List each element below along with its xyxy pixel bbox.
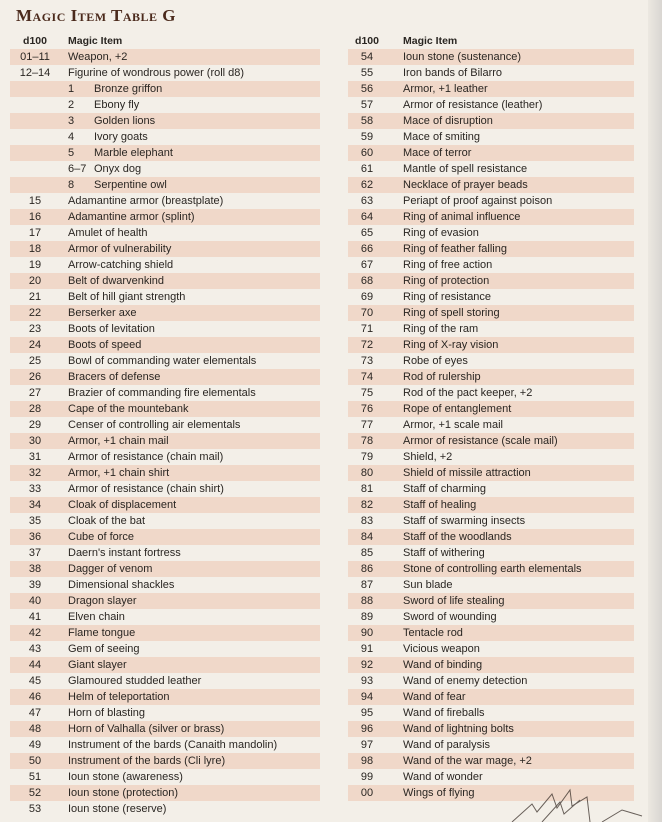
table-row [10,193,320,209]
roll-cell: 85 [360,547,374,559]
table-row [348,241,634,257]
item-cell: Horn of Valhalla (silver or brass) [68,723,225,735]
table-row [348,113,634,129]
roll-cell: 21 [28,291,42,303]
item-cell: Giant slayer [68,659,127,671]
table-row [348,593,634,609]
table-row [10,225,320,241]
roll-cell: 69 [360,291,374,303]
table-row [10,481,320,497]
roll-cell: 46 [28,691,42,703]
table-row [348,705,634,721]
item-cell: Glamoured studded leather [68,675,202,687]
sub-roll-cell: 4 [68,131,75,143]
table-row [10,385,320,401]
table-row [10,689,320,705]
item-cell: Ioun stone (protection) [68,787,179,799]
table-row [348,225,634,241]
table-row [10,785,320,801]
roll-cell: 30 [28,435,42,447]
item-cell: Adamantine armor (splint) [68,211,195,223]
sub-roll-cell: 8 [68,179,75,191]
table-row [348,401,634,417]
table-row [348,465,634,481]
item-cell: Staff of healing [403,499,477,511]
item-cell: Necklace of prayer beads [403,179,528,191]
roll-cell: 47 [28,707,42,719]
item-cell: Mantle of spell resistance [403,163,528,175]
table-row [10,81,320,97]
roll-cell: 25 [28,355,42,367]
table-row [10,241,320,257]
table-row [10,801,320,817]
table-row [348,129,634,145]
roll-cell: 54 [360,51,374,63]
sub-roll-cell: 3 [68,115,75,127]
table-row [348,417,634,433]
item-cell: Ring of feather falling [403,243,507,255]
item-cell: Armor of resistance (scale mail) [403,435,558,447]
table-row [10,673,320,689]
table-row [348,81,634,97]
roll-cell: 72 [360,339,374,351]
roll-cell: 49 [28,739,42,751]
table-row [10,289,320,305]
item-cell: Stone of controlling earth elementals [403,563,582,575]
item-cell: Boots of speed [68,339,142,351]
table-row [10,337,320,353]
roll-cell: 73 [360,355,374,367]
table-row [10,561,320,577]
roll-cell: 58 [360,115,374,127]
roll-cell: 59 [360,131,374,143]
table-row [10,657,320,673]
roll-cell: 94 [360,691,374,703]
table-row [348,673,634,689]
table-row [348,385,634,401]
roll-cell: 37 [28,547,42,559]
item-cell: Dagger of venom [68,563,153,575]
item-cell: Sun blade [403,579,453,591]
item-cell: Instrument of the bards (Cli lyre) [68,755,226,767]
header-roll: d100 [23,34,47,47]
item-cell: Armor of vulnerability [68,243,172,255]
item-cell: Armor, +1 chain mail [68,435,169,447]
header-item: Magic Item [68,34,123,47]
item-cell: Bowl of commanding water elementals [68,355,257,367]
item-cell: Figurine of wondrous power (roll d8) [68,67,245,79]
roll-cell: 71 [360,323,374,335]
item-cell: Wand of binding [403,659,483,671]
table-row [10,145,320,161]
roll-cell: 16 [28,211,42,223]
table-row [348,257,634,273]
item-cell: Onyx dog [94,163,142,175]
table-row [10,401,320,417]
roll-cell: 83 [360,515,374,527]
item-cell: Daern's instant fortress [68,547,181,559]
item-cell: Staff of charming [403,483,486,495]
item-cell: Ring of free action [403,259,493,271]
table-row [348,449,634,465]
table-row [348,65,634,81]
roll-cell: 36 [28,531,42,543]
table-row [10,705,320,721]
roll-cell: 66 [360,243,374,255]
table-row [10,321,320,337]
item-cell: Staff of swarming insects [403,515,526,527]
table-row [10,305,320,321]
item-cell: Mace of disruption [403,115,493,127]
roll-cell: 82 [360,499,374,511]
roll-cell: 75 [360,387,374,399]
roll-cell: 23 [28,323,42,335]
roll-cell: 44 [28,659,42,671]
roll-cell: 76 [360,403,374,415]
roll-cell: 20 [28,275,42,287]
item-cell: Staff of withering [403,547,485,559]
item-cell: Adamantine armor (breastplate) [68,195,224,207]
item-cell: Ioun stone (awareness) [68,771,183,783]
roll-cell: 88 [360,595,374,607]
table-row [10,177,320,193]
sub-roll-cell: 2 [68,99,75,111]
item-cell: Belt of hill giant strength [68,291,186,303]
roll-cell: 81 [360,483,374,495]
roll-cell: 50 [28,755,42,767]
roll-cell: 32 [28,467,42,479]
item-cell: Armor, +1 scale mail [403,419,503,431]
table-row [10,257,320,273]
roll-cell: 48 [28,723,42,735]
table-row [348,49,634,65]
roll-cell: 24 [28,339,42,351]
item-cell: Brazier of commanding fire elementals [68,387,256,399]
item-cell: Ioun stone (reserve) [68,803,167,815]
item-cell: Serpentine owl [94,179,167,191]
roll-cell: 31 [28,451,42,463]
table-row [348,545,634,561]
right-column-table [348,32,634,801]
roll-cell: 87 [360,579,374,591]
roll-cell: 18 [28,243,42,255]
roll-cell: 86 [360,563,374,575]
table-row [10,417,320,433]
item-cell: Elven chain [68,611,125,623]
item-cell: Sword of wounding [403,611,497,623]
table-row [10,593,320,609]
table-row [10,737,320,753]
item-cell: Wand of wonder [403,771,483,783]
table-row [348,561,634,577]
item-cell: Ring of the ram [403,323,479,335]
item-cell: Dragon slayer [68,595,137,607]
sub-roll-cell: 1 [68,83,75,95]
item-cell: Armor of resistance (leather) [403,99,543,111]
roll-cell: 96 [360,723,374,735]
left-column-table [10,32,320,817]
table-row [348,513,634,529]
item-cell: Mace of terror [403,147,472,159]
roll-cell: 91 [360,643,374,655]
roll-cell: 77 [360,419,374,431]
roll-cell: 62 [360,179,374,191]
item-cell: Ring of animal influence [403,211,521,223]
table-row [10,465,320,481]
table-row [10,433,320,449]
roll-cell: 65 [360,227,374,239]
roll-cell: 97 [360,739,374,751]
table-row [348,305,634,321]
table-row [348,369,634,385]
table-row [10,209,320,225]
table-row [348,497,634,513]
sub-roll-cell: 6–7 [68,163,87,175]
item-cell: Bracers of defense [68,371,161,383]
item-cell: Mace of smiting [403,131,481,143]
table-row [10,577,320,593]
roll-cell: 28 [28,403,42,415]
item-cell: Armor, +1 leather [403,83,488,95]
table-row [10,609,320,625]
item-cell: Marble elephant [94,147,173,159]
item-cell: Flame tongue [68,627,136,639]
item-cell: Weapon, +2 [68,51,128,63]
table-row [348,289,634,305]
table-row [348,641,634,657]
table-row [10,65,320,81]
roll-cell: 74 [360,371,374,383]
item-cell: Horn of blasting [68,707,146,719]
roll-cell: 63 [360,195,374,207]
roll-cell: 55 [360,67,374,79]
sub-roll-cell: 5 [68,147,75,159]
item-cell: Belt of dwarvenkind [68,275,164,287]
item-cell: Arrow-catching shield [68,259,174,271]
item-cell: Dimensional shackles [68,579,175,591]
item-cell: Shield of missile attraction [403,467,531,479]
table-row [348,721,634,737]
table-row [348,689,634,705]
roll-cell: 90 [360,627,374,639]
roll-cell: 27 [28,387,42,399]
table-row [10,449,320,465]
table-row [348,529,634,545]
item-cell: Armor, +1 chain shirt [68,467,170,479]
table-row [348,577,634,593]
roll-cell: 95 [360,707,374,719]
table-row [10,529,320,545]
header-roll: d100 [355,34,379,47]
roll-cell: 68 [360,275,374,287]
table-row [348,177,634,193]
roll-cell: 99 [360,771,374,783]
item-cell: Iron bands of Bilarro [403,67,503,79]
item-cell: Ivory goats [94,131,148,143]
item-cell: Wand of enemy detection [403,675,528,687]
item-cell: Boots of levitation [68,323,155,335]
roll-cell: 78 [360,435,374,447]
roll-cell: 79 [360,451,374,463]
table-row [348,353,634,369]
roll-cell: 64 [360,211,374,223]
table-row [348,433,634,449]
roll-cell: 70 [360,307,374,319]
roll-cell: 52 [28,787,42,799]
item-cell: Bronze griffon [94,83,163,95]
roll-cell: 00 [360,787,374,799]
table-row [10,273,320,289]
roll-cell: 57 [360,99,374,111]
roll-cell: 80 [360,467,374,479]
table-header-row [10,32,320,49]
roll-cell: 89 [360,611,374,623]
roll-cell: 15 [28,195,42,207]
item-cell: Wand of the war mage, +2 [403,755,532,767]
roll-cell: 53 [28,803,42,815]
item-cell: Wings of flying [403,787,475,799]
table-row [348,193,634,209]
item-cell: Ring of protection [403,275,490,287]
table-header-row [348,32,634,49]
roll-cell: 45 [28,675,42,687]
roll-cell: 01–11 [20,51,50,63]
roll-cell: 17 [28,227,42,239]
table-row [10,161,320,177]
table-row [10,353,320,369]
item-cell: Robe of eyes [403,355,468,367]
table-row [348,97,634,113]
table-row [10,49,320,65]
roll-cell: 93 [360,675,374,687]
roll-cell: 60 [360,147,374,159]
table-row [10,513,320,529]
roll-cell: 67 [360,259,374,271]
table-row [10,97,320,113]
roll-cell: 38 [28,563,42,575]
roll-cell: 84 [360,531,374,543]
item-cell: Shield, +2 [403,451,453,463]
roll-cell: 22 [28,307,42,319]
table-row [10,129,320,145]
item-cell: Cape of the mountebank [68,403,189,415]
item-cell: Wand of fireballs [403,707,485,719]
item-cell: Ring of spell storing [403,307,500,319]
decorative-sketch [502,782,652,822]
item-cell: Rope of entanglement [403,403,512,415]
table-row [348,161,634,177]
item-cell: Staff of the woodlands [403,531,512,543]
roll-cell: 39 [28,579,42,591]
roll-cell: 35 [28,515,42,527]
item-cell: Ring of resistance [403,291,492,303]
item-cell: Vicious weapon [403,643,480,655]
item-cell: Instrument of the bards (Canaith mandolin) [68,739,278,751]
table-row [10,753,320,769]
roll-cell: 56 [360,83,374,95]
table-row [10,369,320,385]
page-edge [648,0,662,822]
item-cell: Rod of rulership [403,371,481,383]
item-cell: Cloak of the bat [68,515,146,527]
roll-cell: 29 [28,419,42,431]
item-cell: Tentacle rod [403,627,463,639]
table-row [10,625,320,641]
item-cell: Wand of paralysis [403,739,491,751]
item-cell: Helm of teleportation [68,691,170,703]
item-cell: Berserker axe [68,307,137,319]
table-title: Magic Item Table G [16,6,177,25]
item-cell: Censer of controlling air elementals [68,419,241,431]
table-row [348,209,634,225]
roll-cell: 12–14 [19,67,51,79]
table-row [10,497,320,513]
roll-cell: 40 [28,595,42,607]
table-row [10,545,320,561]
table-row [348,273,634,289]
table-row [348,609,634,625]
table-row [348,145,634,161]
item-cell: Cloak of displacement [68,499,177,511]
item-cell: Ring of X-ray vision [403,339,499,351]
roll-cell: 34 [28,499,42,511]
item-cell: Ring of evasion [403,227,479,239]
table-row [10,769,320,785]
table-row [348,737,634,753]
roll-cell: 41 [28,611,42,623]
roll-cell: 33 [28,483,42,495]
table-row [348,481,634,497]
item-cell: Wand of lightning bolts [403,723,514,735]
item-cell: Gem of seeing [68,643,140,655]
roll-cell: 43 [28,643,42,655]
item-cell: Sword of life stealing [403,595,505,607]
item-cell: Ioun stone (sustenance) [403,51,522,63]
roll-cell: 19 [28,259,42,271]
header-item: Magic Item [403,34,458,47]
table-row [348,337,634,353]
roll-cell: 51 [28,771,42,783]
item-cell: Armor of resistance (chain mail) [68,451,224,463]
roll-cell: 61 [360,163,374,175]
table-row [348,625,634,641]
roll-cell: 98 [360,755,374,767]
item-cell: Cube of force [68,531,135,543]
roll-cell: 26 [28,371,42,383]
roll-cell: 92 [360,659,374,671]
table-row [348,321,634,337]
table-row [348,753,634,769]
item-cell: Rod of the pact keeper, +2 [403,387,533,399]
item-cell: Golden lions [94,115,156,127]
item-cell: Ebony fly [94,99,140,111]
item-cell: Periapt of proof against poison [403,195,553,207]
item-cell: Armor of resistance (chain shirt) [68,483,224,495]
table-row [10,113,320,129]
item-cell: Wand of fear [403,691,466,703]
table-row [10,721,320,737]
table-row [348,657,634,673]
table-row [10,641,320,657]
item-cell: Amulet of health [68,227,148,239]
roll-cell: 42 [28,627,42,639]
